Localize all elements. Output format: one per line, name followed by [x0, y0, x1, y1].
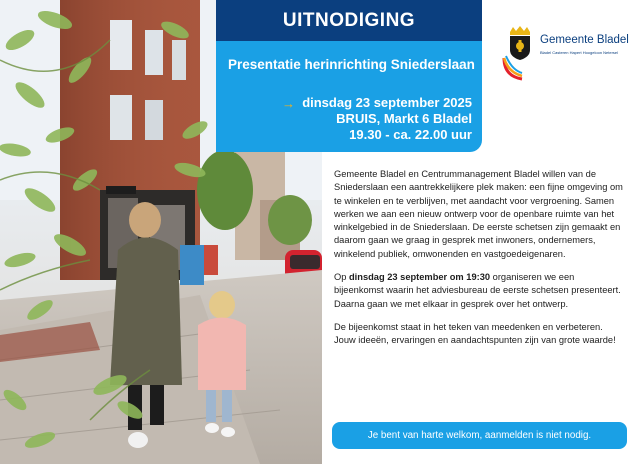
event-subtitle: Presentatie herinrichting Sniederslaan [228, 57, 475, 72]
meeting-rest: organiseren we een bijeenkomst waarin het adviesbureau de eerste schetsen presenteert. Daarna gaan we met elkaar in gesprek over het ontwerp. [334, 272, 621, 309]
event-details [302, 95, 472, 143]
participation-paragraph: De bijeenkomst staat in het teken van meedenken en verbeteren. Jouw ideeën, ervaringen en aandachtspunten zijn van grote waarde! [334, 321, 616, 346]
crest-icon [500, 24, 540, 82]
invitation-body [334, 168, 626, 358]
welcome-banner [332, 422, 627, 449]
event-time: 19.30 - ca. 22.00 uur [349, 127, 472, 142]
welcome-text: Je bent van harte welkom, aanmelden is niet nodig. [367, 430, 592, 441]
municipality-name: Gemeente Bladel [540, 34, 629, 46]
event-date: dinsdag 23 september 2025 [302, 95, 472, 110]
intro-paragraph: Gemeente Bladel en Centrummanagement Bladel willen van de Sniederslaan een aantrekkelijkere plek maken: een fijne omgeving om te winkelen en te verblijven, met aandacht voor vergroening. Samen werken we aan een nieuw ontwerp voor de openbare ruimte van het winkelgebied in de Sniederslaan. De eerste schetsen zijn gemaakt en daarom gaan we graag in gesprek met inwoners, ondernemers, winkelend publiek, omwonenden en vastgoedeigenaren. [334, 169, 623, 259]
meeting-lead: Op [334, 272, 349, 283]
meeting-paragraph [334, 271, 626, 311]
meeting-date-bold: dinsdag 23 september om 19:30 [349, 272, 491, 283]
event-location: BRUIS, Markt 6 Bladel [336, 111, 472, 126]
invitation-title-bar [216, 0, 482, 41]
arrow-right-icon: → [282, 96, 295, 111]
invitation-title: UITNODIGING [282, 9, 416, 31]
gemeente-bladel-logo [500, 24, 635, 82]
municipality-villages: Bladel Casteren Hapert Hoogeloon Netersel [540, 50, 619, 55]
event-info-box [216, 41, 482, 152]
